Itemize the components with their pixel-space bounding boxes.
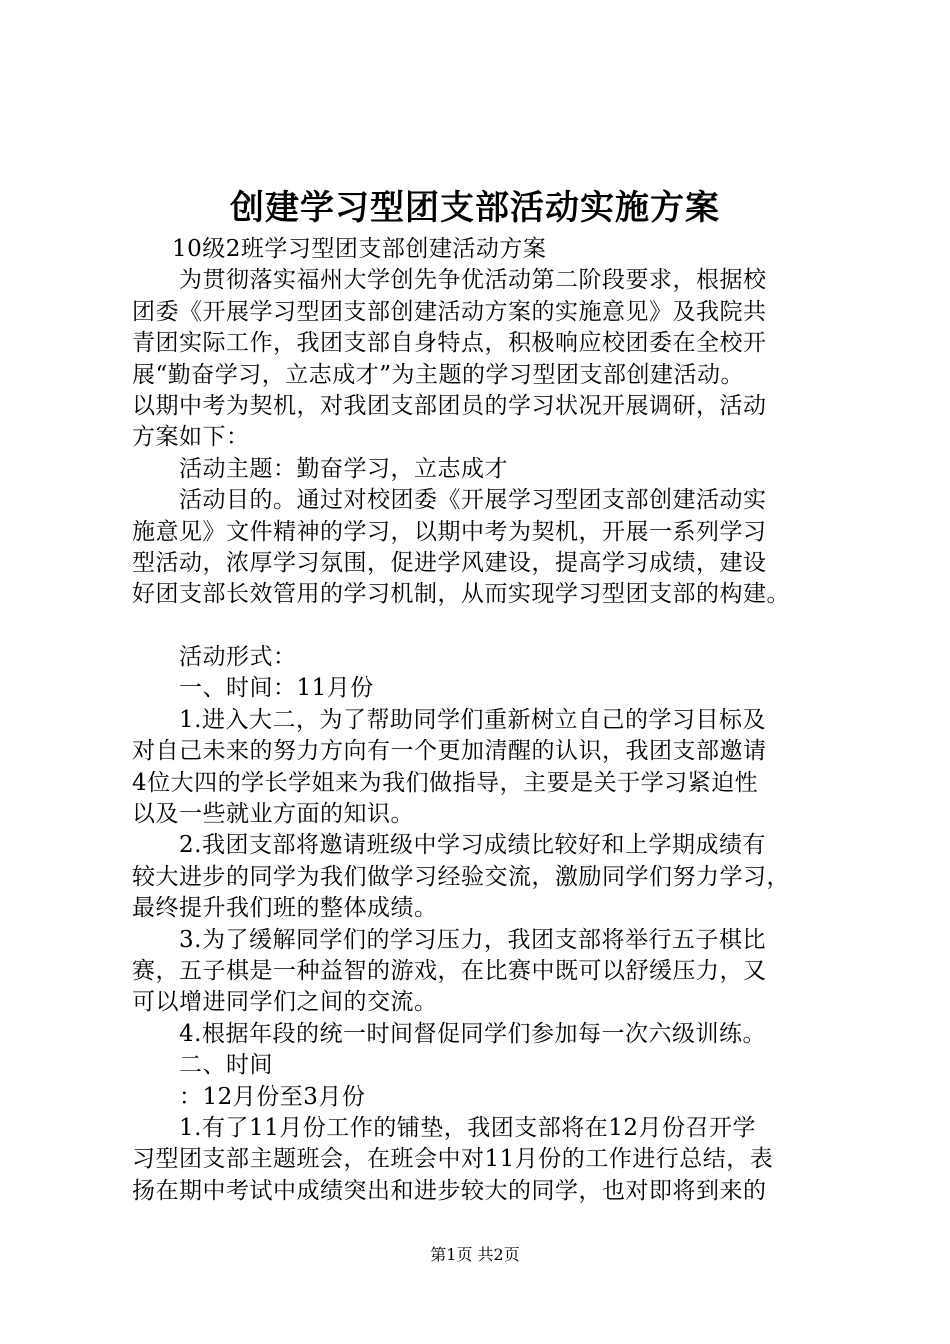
body-line: 最终提升我们班的整体成绩。 (132, 895, 438, 922)
body-line: 习型团支部主题班会，在班会中对11月份的工作进行总结，表 (132, 1146, 774, 1173)
body-line: 赛，五子棋是一种益智的游戏，在比赛中既可以舒缓压力，又 (132, 957, 767, 984)
body-line: 方案如下： (132, 424, 250, 451)
body-line: 好团支部长效管用的学习机制，从而实现学习型团支部的构建。 (132, 581, 790, 608)
body-line: 1.进入大二，为了帮助同学们重新树立自己的学习目标及 (179, 706, 766, 733)
body-line: 为贯彻落实福州大学创先争优活动第二阶段要求，根据校 (179, 267, 767, 294)
body-line: 4.根据年段的统一时间督促同学们参加每一次六级训练。 (179, 1020, 766, 1047)
body-line: 以期中考为契机，对我团支部团员的学习状况开展调研，活动 (132, 392, 767, 419)
body-line: 活动目的。通过对校团委《开展学习型团支部创建活动实 (179, 487, 767, 514)
body-line: 较大进步的同学为我们做学习经验交流，激励同学们努力学习， (132, 863, 790, 890)
body-line: ：12月份至3月份 (179, 1083, 366, 1110)
document-body (132, 234, 832, 1207)
body-line: 二、时间 (179, 1052, 273, 1079)
page-footer: 第1页 共2页 (430, 1245, 520, 1264)
body-line: 展“勤奋学习，立志成才”为主题的学习型团支部创建活动。 (132, 361, 745, 388)
body-line: 活动主题：勤奋学习，立志成才 (179, 455, 508, 482)
body-line: 1.有了11月份工作的铺垫，我团支部将在12月份召开学 (179, 1114, 756, 1141)
body-line: 活动形式： (179, 644, 297, 671)
body-line: 3.为了缓解同学们的学习压力，我团支部将举行五子棋比 (179, 926, 766, 953)
body-line: 对自己未来的努力方向有一个更加清醒的认识，我团支部邀请 (132, 738, 767, 765)
body-line: 4位大四的学长学姐来为我们做指导，主要是关于学习紧迫性 (132, 769, 759, 796)
body-line: 施意见》文件精神的学习，以期中考为契机，开展一系列学习 (132, 518, 767, 545)
body-line: 2.我团支部将邀请班级中学习成绩比较好和上学期成绩有 (179, 832, 766, 859)
body-line: 一、时间：11月份 (179, 675, 374, 702)
body-line: 10级2班学习型团支部创建活动方案 (172, 236, 547, 262)
body-line: 以及一些就业方面的知识。 (132, 801, 414, 828)
body-line: 可以增进同学们之间的交流。 (132, 989, 438, 1016)
blank-line (132, 611, 832, 642)
body-line: 型活动，浓厚学习氛围，促进学风建设，提高学习成绩，建设 (132, 549, 767, 576)
body-line: 青团实际工作，我团支部自身特点，积极响应校团委在全校开 (132, 330, 767, 357)
body-line: 团委《开展学习型团支部创建活动方案的实施意见》及我院共 (132, 298, 767, 325)
document-title: 创建学习型团支部活动实施方案 (230, 188, 720, 228)
body-line: 扬在期中考试中成绩突出和进步较大的同学，也对即将到来的 (132, 1177, 767, 1204)
